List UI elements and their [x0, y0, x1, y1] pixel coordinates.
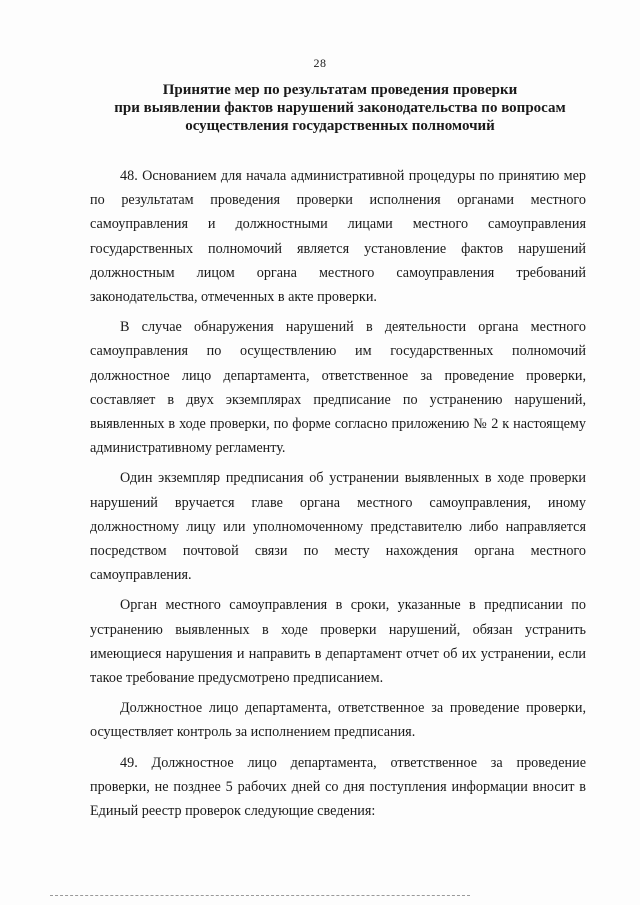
document-body	[90, 164, 586, 829]
heading-line: Принятие мер по результатам проведения проверки	[162, 82, 518, 98]
paragraph-49: 49. Должностное лицо департамента, ответственное за проведение проверки, не позднее 5 рабочих дней со дня поступления информации вносит в Единый реестр проверок следующие сведения:	[90, 754, 586, 820]
page-number: 28	[313, 56, 327, 70]
paragraph-48: 48. Основанием для начала административной процедуры по принятию мер по результатам проведения проверки исполнения органами местного самоуправления и должностными лицами местного самоуправления государственных полномочий является установление фактов нарушений должностным лицом органа местного самоуправления требований законодательства, отмеченных в акте проверки.	[90, 168, 586, 306]
paragraph: Орган местного самоуправления в сроки, указанные в предписании по устранению выявленных в ходе проверки нарушений, обязан устранить имеющиеся нарушения и направить в департамент отчет об их устранении, если такое требование предусмотрено предписанием.	[90, 597, 586, 687]
paragraph: В случае обнаружения нарушений в деятельности органа местного самоуправления по осуществлению им государственных полномочий должностное лицо департамента, ответственное за проведение проверки, составляет в двух экземплярах предписание по устранению нарушений, выявленных в ходе проверки, по форме согласно приложению № 2 к настоящему административному регламенту.	[90, 319, 586, 457]
heading-line: осуществления государственных полномочий	[185, 118, 495, 134]
paragraph: Должностное лицо департамента, ответственное за проведение проверки, осуществляет контроль за исполнением предписания.	[90, 700, 586, 741]
heading-line: при выявлении фактов нарушений законодательства по вопросам	[114, 100, 566, 116]
scan-edge-line	[50, 895, 470, 896]
paragraph: Один экземпляр предписания об устранении выявленных в ходе проверки нарушений вручается главе органа местного самоуправления, иному должностному лицу или уполномоченному представителю либо направляется посредством почтовой связи по месту нахождения органа местного самоуправления.	[90, 470, 586, 584]
section-heading	[90, 81, 590, 135]
